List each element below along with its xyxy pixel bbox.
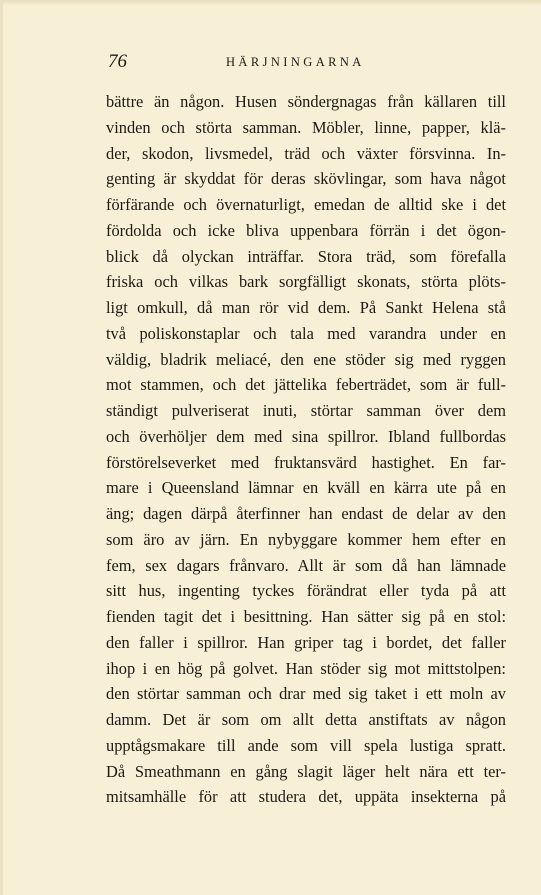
text-line: genting är skyddat för deras skövlingar, som hava något (106, 169, 506, 189)
text-line: två poliskonstaplar och tala med varandra under en (106, 323, 506, 343)
text-line: fem, sex dagars frånvaro. Allt är som då han lämnade (106, 555, 506, 575)
text-line: ständigt pulveriserat inuti, störtar samman över dem (106, 401, 506, 420)
body-text (106, 89, 506, 810)
text-line: mot stammen, och det jättelika feberträdet, som är full- (106, 375, 506, 395)
text-line: fienden tagit det i besittning. Han sätter sig på en stol: (106, 607, 506, 626)
text-line: den faller i spillror. Han griper tag i bordet, det faller (106, 632, 506, 652)
page-left-edge (0, 0, 3, 895)
page-top-edge (0, 0, 541, 6)
text-line: den störtar samman och drar med sig taket i ett moln av (106, 684, 506, 704)
text-line: sitt hus, ingenting tyckes förändrat eller tyda på att (106, 581, 506, 601)
page-header (108, 50, 506, 74)
text-line: friska och vilkas bark sorgfälligt skonats, störta plöts- (106, 272, 506, 292)
page-number: 76 (108, 51, 127, 72)
running-head: HÄRJNINGARNA (226, 55, 365, 69)
text-line: Då Smeathmann en gång slagit läger helt nära ett ter- (106, 761, 506, 781)
text-line: upptågsmakare till ande som vill spela lustiga spratt. (106, 735, 506, 755)
text-line: fördolda och icke bliva uppenbara förrän i det ögon- (106, 220, 506, 240)
text-line: vinden och störta samman. Möbler, linne, papper, klä- (106, 117, 506, 137)
text-line: damm. Det är som om allt detta anstiftats av någon (106, 710, 506, 729)
text-line: ihop i en hög på golvet. Han stöder sig mot mittstolpen: (106, 658, 506, 678)
text-line: mitsamhälle för att studera det, uppäta insekterna på (106, 787, 506, 807)
text-line: äng; dagen därpå återfinner han endast de delar av den (106, 504, 506, 523)
text-line: förfärande och övernaturligt, emedan de alltid ske i det (106, 195, 506, 214)
text-line: blick då olyckan inträffar. Stora träd, som förefalla (106, 246, 506, 266)
text-line: väldig, bladrik meliacé, den ene stöder sig med ryggen (106, 349, 506, 369)
text-line: der, skodon, livsmedel, träd och växter försvinna. In- (106, 143, 506, 163)
text-line: bättre än någon. Husen söndergnagas från källaren till (106, 92, 506, 111)
text-line: mare i Queensland lämnar en kväll en kärra ute på en (106, 478, 506, 498)
text-line: och överhöljer dem med sina spillror. Ibland fullbordas (106, 426, 506, 446)
text-line: förstörelseverket med fruktansvärd hastighet. En far- (106, 452, 506, 472)
text-line: som äro av järn. En nybyggare kommer hem efter en (106, 529, 506, 549)
text-line: ligt omkull, då man rör vid dem. På Sankt Helena stå (106, 298, 506, 317)
